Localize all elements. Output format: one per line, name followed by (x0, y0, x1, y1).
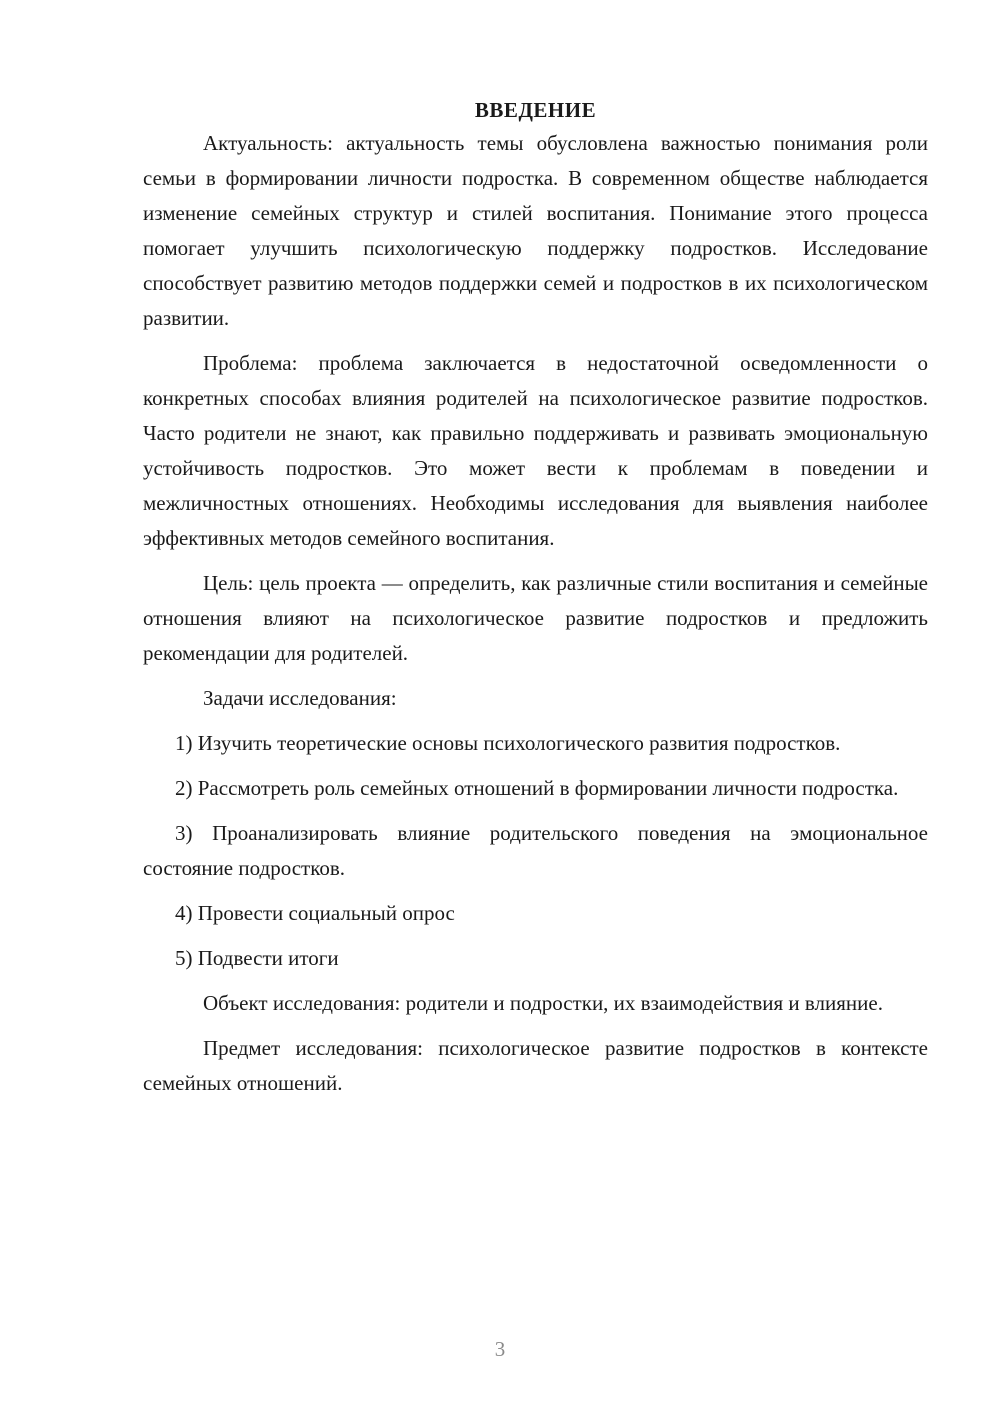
paragraph-tasks-title: Задачи исследования: (203, 686, 397, 710)
task-item-1: 1) Изучить теоретические основы психологического развития подростков. (175, 731, 841, 755)
paragraph-problem: Проблема: проблема заключается в недостаточной осведомленности о конкретных способах влияния родителей на психологическое развитие подростков. Часто родители не знают, как правильно поддерживать и развивать эмоциональную устойчивость подростков. Это может вести к проблемам в поведении и межличностных отношениях. Необходимы исследования для выявления наиболее эффективных методов семейного воспитания. (143, 351, 928, 550)
paragraph-subject: Предмет исследования: психологическое развитие подростков в контексте семейных отношений. (143, 1036, 928, 1095)
section-heading: ВВЕДЕНИЕ (474, 98, 597, 122)
paragraph-goal: Цель: цель проекта — определить, как различные стили воспитания и семейные отношения влияют на психологическое развитие подростков и предложить рекомендации для родителей. (143, 571, 928, 665)
task-item-5: 5) Подвести итоги (175, 946, 339, 970)
task-item-2: 2) Рассмотреть роль семейных отношений в формировании личности подростка. (175, 776, 899, 800)
page-number: 3 (494, 1337, 506, 1361)
paragraph-object: Объект исследования: родители и подростки, их взаимодействия и влияние. (203, 991, 883, 1015)
task-item-4: 4) Провести социальный опрос (175, 901, 455, 925)
task-item-3: 3) Проанализировать влияние родительского поведения на эмоциональное состояние подростков. (143, 821, 928, 880)
paragraph-relevance: Актуальность: актуальность темы обусловлена важностью понимания роли семьи в формировании личности подростка. В современном обществе наблюдается изменение семейных структур и стилей воспитания. Понимание этого процесса помогает улучшить психологическую поддержку подростков. Исследование способствует развитию методов поддержки семей и подростков в их психологическом развитии. (143, 131, 928, 330)
document-page (143, 95, 928, 1111)
